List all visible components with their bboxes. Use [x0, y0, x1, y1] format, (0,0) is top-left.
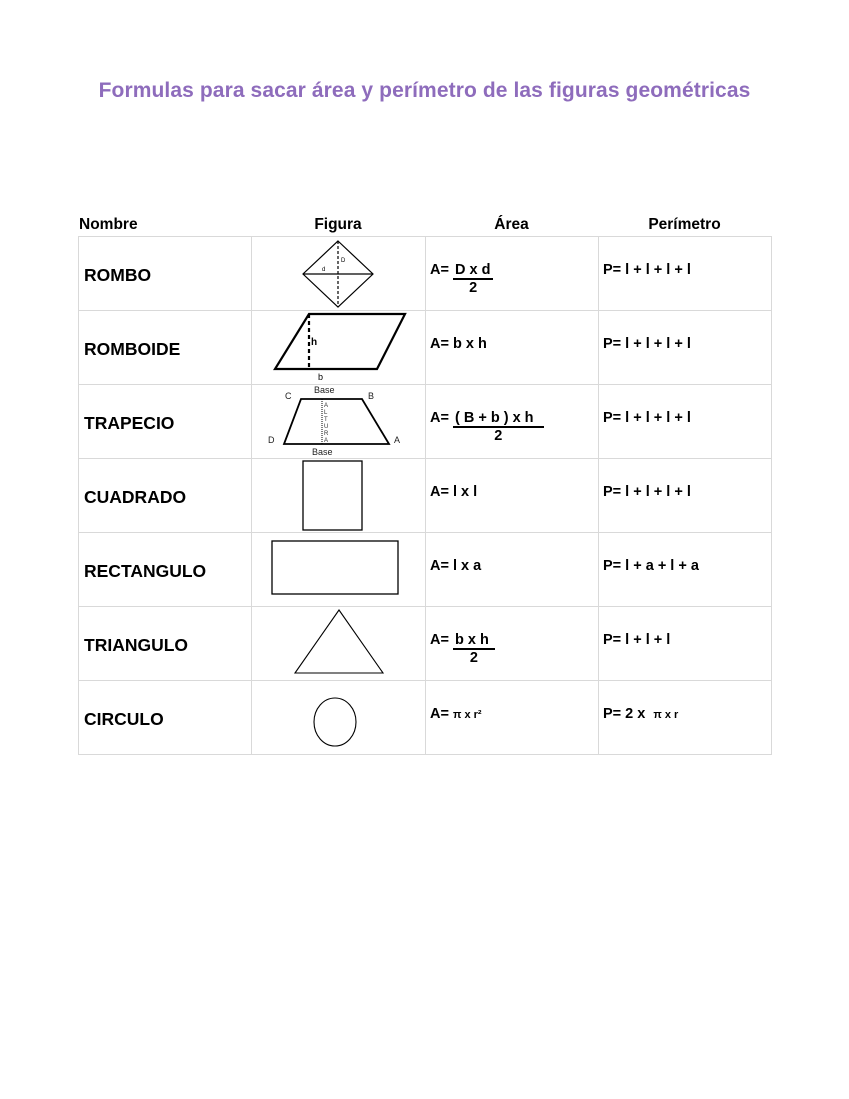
cell-figure [252, 607, 426, 681]
svg-text:d: d [322, 267, 326, 273]
perimeter-formula: P= 2 x π x r [603, 706, 679, 722]
perimeter-formula: P= l + l + l + l [603, 336, 691, 352]
area-formula: A= $\frac{\text{D x d}}{2}$ [430, 262, 493, 297]
cell-perimeter [599, 533, 772, 607]
square-figure [252, 459, 425, 532]
triangle-figure [252, 607, 425, 680]
svg-text:T: T [324, 417, 328, 423]
fraction: $\frac{\text{D x d}}{2}$ [453, 262, 493, 297]
cell-figure [252, 237, 426, 311]
perimeter-formula: P= l + l + l + l [603, 484, 691, 500]
cell-figure [252, 311, 426, 385]
cell-area [426, 533, 599, 607]
svg-text:Base: Base [314, 385, 335, 395]
cell-area [426, 311, 599, 385]
document-title: Formulas para sacar área y perímetro de las figuras geométricas [98, 79, 751, 102]
table-row-rectangulo [79, 533, 772, 607]
area-formula: A= π x r² [430, 706, 482, 722]
cell-name [79, 681, 252, 755]
svg-text:b: b [318, 372, 324, 382]
cell-area [426, 385, 599, 459]
cell-perimeter [599, 681, 772, 755]
perimeter-formula: P= l + a + l + a [603, 558, 699, 574]
table-row-circulo [79, 681, 772, 755]
svg-text:L: L [324, 410, 328, 416]
svg-text:A: A [324, 438, 329, 444]
circle-figure [252, 681, 425, 754]
cell-name [79, 311, 252, 385]
table-row-romboide [79, 311, 772, 385]
cell-perimeter [599, 311, 772, 385]
rhomboid-figure [252, 311, 425, 384]
cell-name [79, 533, 252, 607]
cell-figure [252, 385, 426, 459]
area-formula: A= $\frac{\text{( B + b ) x h}}{2}$ [430, 410, 544, 445]
shape-name: CIRCULO [84, 709, 164, 729]
perimeter-formula: P= l + l + l + l [603, 410, 691, 426]
cell-name [79, 237, 252, 311]
table-row-triangulo [79, 607, 772, 681]
fraction: $\frac{\text{( B + b ) x h}}{2}$ [453, 410, 544, 445]
cell-area [426, 459, 599, 533]
area-formula: A= l x a [430, 558, 482, 574]
cell-name [79, 385, 252, 459]
cell-name [79, 459, 252, 533]
svg-text:U: U [324, 424, 329, 430]
svg-text:C: C [285, 391, 292, 401]
shape-name: RECTANGULO [84, 561, 207, 581]
cell-figure [252, 681, 426, 755]
table-row-trapecio [79, 385, 772, 459]
table-row-rombo [79, 237, 772, 311]
shape-name: ROMBO [84, 265, 152, 285]
svg-text:h: h [311, 337, 318, 348]
svg-text:A: A [394, 435, 401, 445]
cell-perimeter [599, 237, 772, 311]
rhombus-figure [252, 237, 425, 310]
table-row-cuadrado [79, 459, 772, 533]
header-area: Área [494, 216, 529, 233]
rectangle-figure [252, 533, 425, 606]
area-formula: A= l x l [430, 484, 478, 500]
perimeter-formula: P= l + l + l + l [603, 262, 691, 278]
header-figura: Figura [314, 216, 362, 233]
cell-perimeter [599, 385, 772, 459]
svg-text:R: R [324, 431, 329, 437]
formulas-table [78, 236, 772, 755]
svg-text:D: D [268, 435, 275, 445]
header-perimetro: Perímetro [648, 216, 721, 233]
perimeter-formula: P= l + l + l [603, 632, 671, 648]
cell-figure [252, 459, 426, 533]
shape-name: ROMBOIDE [84, 339, 181, 359]
area-formula: A= b x h [430, 336, 487, 352]
cell-figure [252, 533, 426, 607]
svg-text:B: B [368, 391, 375, 401]
area-formula: A= $\frac{\text{b x h}}{2}$ [430, 632, 495, 667]
trapezoid-figure [252, 385, 425, 458]
cell-area [426, 237, 599, 311]
cell-perimeter [599, 459, 772, 533]
header-nombre: Nombre [79, 216, 138, 233]
cell-name [79, 607, 252, 681]
shape-name: TRIANGULO [84, 635, 189, 655]
cell-area [426, 607, 599, 681]
shape-name: TRAPECIO [84, 413, 175, 433]
cell-area [426, 681, 599, 755]
cell-perimeter [599, 607, 772, 681]
fraction: $\frac{\text{b x h}}{2}$ [453, 632, 495, 667]
svg-text:D: D [341, 258, 346, 264]
svg-text:Base: Base [312, 447, 333, 457]
shape-name: CUADRADO [84, 487, 187, 507]
svg-text:A: A [324, 403, 329, 409]
